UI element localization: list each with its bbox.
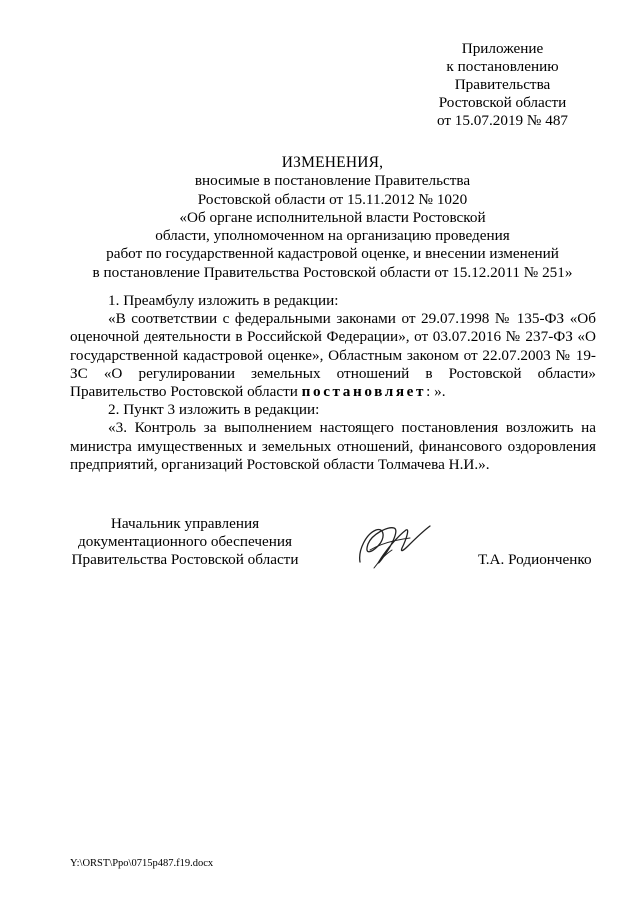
title-line: в постановление Правительства Ростовской области от 15.12.2011 № 251» [92,263,573,281]
title-heading: ИЗМЕНЕНИЯ, [281,154,384,171]
annex-line: Ростовской области [438,94,567,111]
signer-line: Правительства Ростовской области [71,551,299,568]
item-1-body: «В соответствии с федеральными законами от 29.07.1998 № 135-ФЗ «Об оценочной деятельности в Российской Федерации», от 03.07.2016 № 237-ФЗ «О государственной кадастровой оценке», Областным законом от 22.07.2003 № 19-ЗС «О регулировании земельных отношений в Ростовской области» Правительство Ростовской области [70,310,596,401]
item-1-heading: 1. Преамбулу изложить в редакции: [108,292,339,309]
item-1-spaced-word: постановляет [301,383,427,401]
item-2-heading: 2. Пункт 3 изложить в редакции: [108,401,320,419]
signer-name: Т.А. Родионченко [478,551,592,568]
annex-header [420,40,585,130]
signer-line: Начальник управления [110,515,260,532]
signer-line: документационного обеспечения [78,533,292,550]
annex-line: от 15.07.2019 № 487 [436,112,569,129]
annex-line: к постановлению [446,58,559,75]
file-path-footer: Y:\ORST\Ppo\0715p487.f19.docx [70,858,214,869]
title-line: работ по государственной кадастровой оценке, и внесении изменений [106,245,559,263]
handwritten-signature [350,520,440,575]
document-title [70,154,595,282]
document-body [70,292,596,474]
title-line: «Об органе исполнительной власти Ростовской [179,208,486,226]
annex-line: Приложение [461,40,544,57]
title-line: Ростовской области от 15.11.2012 № 1020 [197,190,468,208]
signer-position [70,515,300,569]
item-2-text: «3. Контроль за выполнением настоящего постановления возложить на министра имущественных и земельных отношений, финансового оздоровления предприятий, организаций Ростовской области Толмачева Н.И.». [70,419,596,473]
title-line: вносимые в постановление Правительства [194,172,471,190]
item-1-tail: : ». [426,383,446,401]
annex-line: Правительства [454,76,551,93]
title-line: области, уполномоченном на организацию проведения [155,227,510,245]
item-1-text [70,310,596,401]
